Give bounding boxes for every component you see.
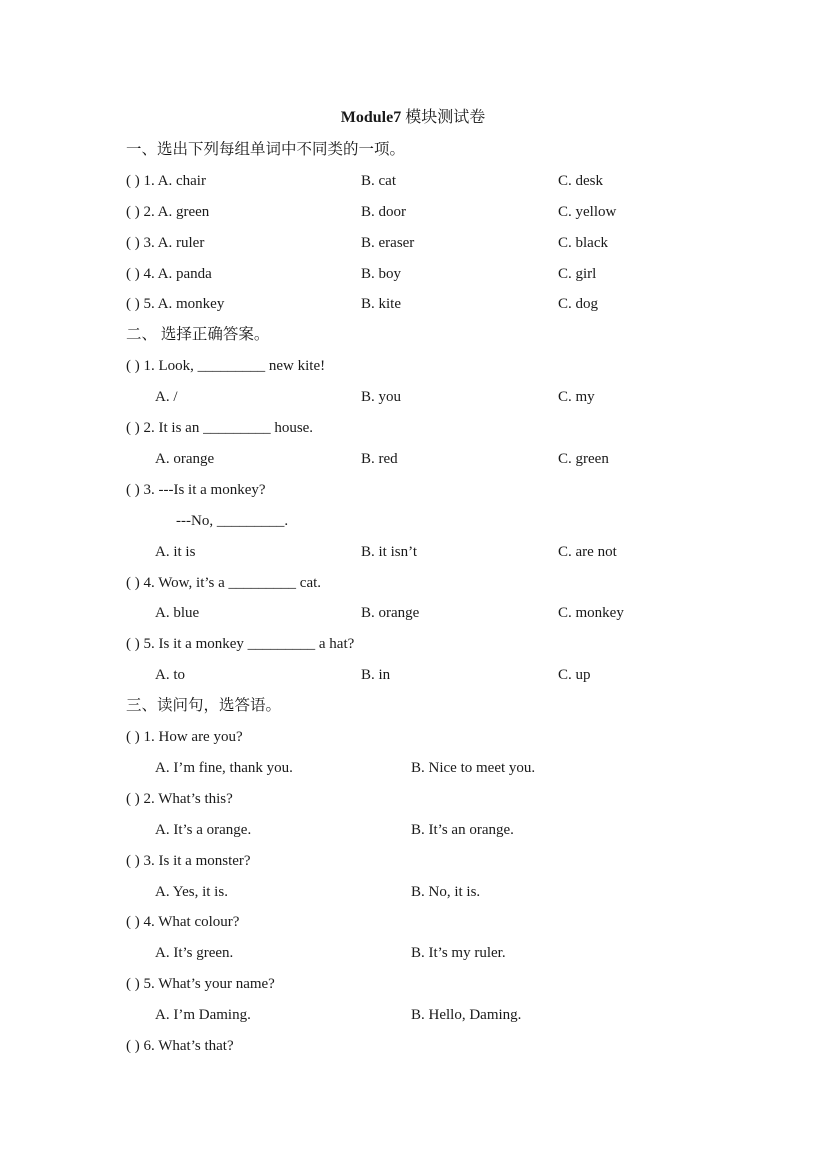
s3-q3-stem: ( ) 3. Is it a monster? — [126, 853, 251, 869]
s2-q4-option-b: B. orange — [361, 605, 420, 621]
s1-q5-option-c: C. dog — [558, 296, 599, 312]
s3-q6-stem: ( ) 6. What’s that? — [126, 1038, 234, 1054]
s1-q2-option-a: ( ) 2. A. green — [126, 204, 210, 220]
s3-q1-option-b: B. Nice to meet you. — [411, 760, 536, 776]
s1-q4-option-a: ( ) 4. A. panda — [126, 266, 212, 282]
s2-q3-stem: ( ) 3. ---Is it a monkey? — [126, 482, 266, 498]
s1-q2-option-c: C. yellow — [558, 204, 617, 220]
s2-q2-option-b: B. red — [361, 451, 398, 467]
s1-q5-option-a: ( ) 5. A. monkey — [126, 296, 225, 312]
s1-q4-option-c: C. girl — [558, 266, 597, 282]
s1-q1-option-a: ( ) 1. A. chair — [126, 173, 206, 189]
s3-q3-option-a: A. Yes, it is. — [155, 884, 228, 900]
section1-heading: 一、选出下列每组单词中不同类的一项。 — [126, 141, 406, 158]
s2-q4-stem: ( ) 4. Wow, it’s a _________ cat. — [126, 575, 322, 591]
s2-q4-option-c: C. monkey — [558, 605, 624, 621]
title-chinese: 模块测试卷 — [405, 109, 486, 126]
s2-q2-stem: ( ) 2. It is an _________ house. — [126, 420, 314, 436]
s1-q3-option-a: ( ) 3. A. ruler — [126, 235, 205, 251]
s2-q1-stem: ( ) 1. Look, _________ new kite! — [126, 358, 326, 374]
s3-q1-option-a: A. I’m fine, thank you. — [155, 760, 293, 776]
s2-q1-option-a: A. / — [155, 389, 178, 405]
s2-q2-option-a: A. orange — [155, 451, 215, 467]
s3-q5-stem: ( ) 5. What’s your name? — [126, 976, 275, 992]
s1-q1-option-c: C. desk — [558, 173, 603, 189]
section2-heading: 二、 选择正确答案。 — [126, 326, 270, 343]
s2-q3-option-a: A. it is — [155, 544, 196, 560]
s1-q3-option-b: B. eraser — [361, 235, 415, 251]
s2-q5-option-b: B. in — [361, 667, 391, 683]
title-module: Module7 — [340, 109, 402, 126]
s1-q4-option-b: B. boy — [361, 266, 402, 282]
page-title — [0, 106, 826, 130]
s3-q4-stem: ( ) 4. What colour? — [126, 914, 240, 930]
s3-q5-option-a: A. I’m Daming. — [155, 1007, 251, 1023]
s1-q3-option-c: C. black — [558, 235, 608, 251]
s3-q5-option-b: B. Hello, Daming. — [411, 1007, 522, 1023]
s1-q1-option-b: B. cat — [361, 173, 396, 189]
s3-q2-option-a: A. It’s a orange. — [155, 822, 252, 838]
s3-q1-stem: ( ) 1. How are you? — [126, 729, 243, 745]
s2-q2-option-c: C. green — [558, 451, 609, 467]
s3-q2-stem: ( ) 2. What’s this? — [126, 791, 233, 807]
s2-q5-option-c: C. up — [558, 667, 591, 683]
s2-q5-option-a: A. to — [155, 667, 185, 683]
s2-q3-option-b: B. it isn’t — [361, 544, 417, 560]
s3-q4-option-a: A. It’s green. — [155, 945, 234, 961]
s3-q4-option-b: B. It’s my ruler. — [411, 945, 506, 961]
section3-heading: 三、读问句，选答语。 — [126, 697, 282, 714]
s1-q2-option-b: B. door — [361, 204, 406, 220]
s2-q5-stem: ( ) 5. Is it a monkey _________ a hat? — [126, 636, 355, 652]
s2-q3-option-c: C. are not — [558, 544, 617, 560]
s2-q1-option-c: C. my — [558, 389, 595, 405]
s2-q3-stem-reply: ---No, _________. — [176, 513, 289, 529]
s3-q3-option-b: B. No, it is. — [411, 884, 481, 900]
s1-q5-option-b: B. kite — [361, 296, 401, 312]
s2-q1-option-b: B. you — [361, 389, 402, 405]
s2-q4-option-a: A. blue — [155, 605, 200, 621]
s3-q2-option-b: B. It’s an orange. — [411, 822, 514, 838]
